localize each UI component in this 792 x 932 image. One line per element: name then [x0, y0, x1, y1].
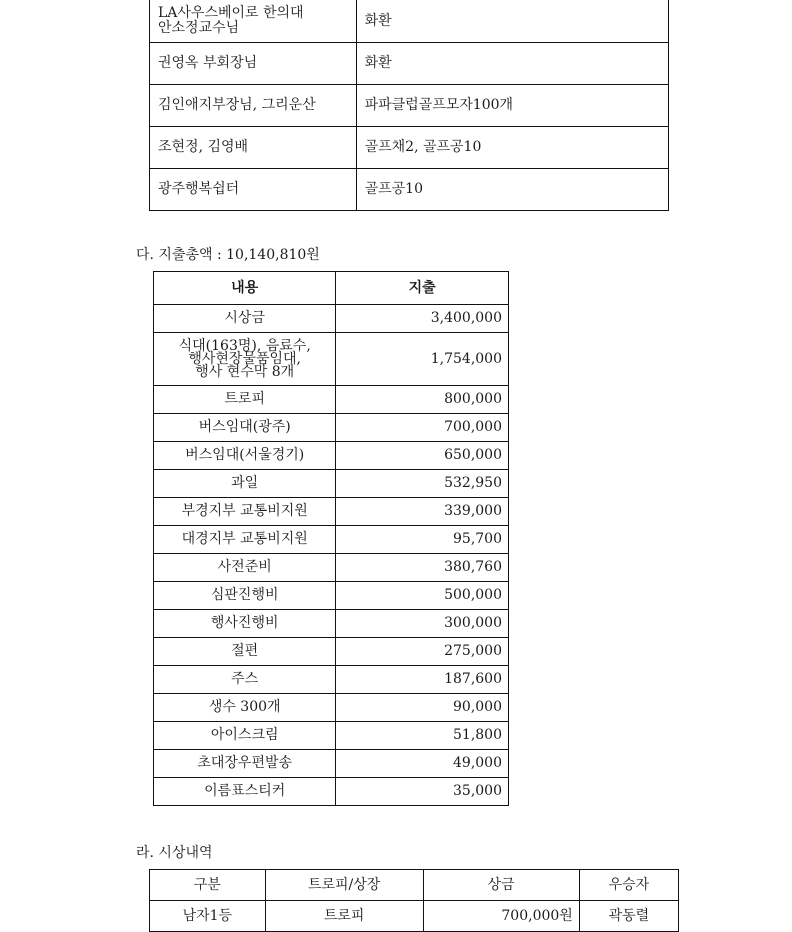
awards-header-cell: 상금: [423, 870, 579, 901]
expense-amount: 532,950: [336, 470, 509, 498]
awards-header-row: [150, 870, 679, 901]
expenses-table-body: [154, 305, 509, 806]
expense-row: [154, 386, 509, 414]
award-row: [150, 901, 679, 932]
awards-header-cell: 구분: [150, 870, 266, 901]
header-content: 내용: [154, 272, 336, 305]
award-winner: 곽동렬: [579, 901, 678, 932]
donated-item: 화환: [356, 43, 668, 85]
expense-row: [154, 470, 509, 498]
expense-content: 아이스크림: [154, 722, 336, 750]
expense-content: 부경지부 교통비지원: [154, 498, 336, 526]
award-category: 남자1등: [150, 901, 266, 932]
expense-content: 초대장우편발송: [154, 750, 336, 778]
expense-row: [154, 638, 509, 666]
donated-item: 골프채2, 골프공10: [356, 127, 668, 169]
expense-amount: 339,000: [336, 498, 509, 526]
expense-amount: 95,700: [336, 526, 509, 554]
expense-content: 생수 300개: [154, 694, 336, 722]
expense-row: [154, 414, 509, 442]
donated-item: 골프공10: [356, 169, 668, 211]
expense-total-heading: 다. 지출총액 : 10,140,810원: [136, 247, 320, 263]
donor-name: 광주행복쉽터: [150, 169, 357, 211]
awards-heading: 라. 시상내역: [136, 845, 213, 861]
expense-row: [154, 778, 509, 806]
expense-amount: 49,000: [336, 750, 509, 778]
expense-row: [154, 582, 509, 610]
expense-content: 트로피: [154, 386, 336, 414]
expense-amount: 300,000: [336, 610, 509, 638]
expense-content: 버스임대(서울경기): [154, 442, 336, 470]
expense-content: 대경지부 교통비지원: [154, 526, 336, 554]
header-amount: 지출: [336, 272, 509, 305]
expense-amount: 700,000: [336, 414, 509, 442]
expense-amount: 90,000: [336, 694, 509, 722]
awards-header-cell: 우승자: [579, 870, 678, 901]
donation-row: [150, 85, 669, 127]
expense-content: 시상금: [154, 305, 336, 333]
awards-header-cell: 트로피/상장: [265, 870, 423, 901]
expense-content: 절편: [154, 638, 336, 666]
expense-row: [154, 498, 509, 526]
expense-amount: 1,754,000: [336, 333, 509, 386]
expense-content: 심판진행비: [154, 582, 336, 610]
expense-content: 사전준비: [154, 554, 336, 582]
donation-row: [150, 43, 669, 85]
awards-table-body: [150, 901, 679, 932]
expense-amount: 35,000: [336, 778, 509, 806]
awards-table: [149, 869, 679, 932]
expense-row: [154, 750, 509, 778]
expense-content: 버스임대(광주): [154, 414, 336, 442]
award-prize: 700,000원: [423, 901, 579, 932]
expense-row: [154, 526, 509, 554]
expenses-header-row: [154, 272, 509, 305]
expense-row: [154, 554, 509, 582]
donor-name: LA사우스베이로 한의대 안소정교수님: [150, 0, 357, 43]
donation-row: [150, 127, 669, 169]
donations-table-body: [150, 0, 669, 211]
expense-content: 과일: [154, 470, 336, 498]
expense-content: 식대(163명), 음료수, 행사현장물품임대, 행사 현수막 8개: [154, 333, 336, 386]
expense-row: [154, 722, 509, 750]
donation-row: [150, 0, 669, 43]
expense-content: 행사진행비: [154, 610, 336, 638]
donor-name: 조현정, 김영배: [150, 127, 357, 169]
expense-amount: 187,600: [336, 666, 509, 694]
donation-row: [150, 169, 669, 211]
expense-row: [154, 305, 509, 333]
award-trophy: 트로피: [265, 901, 423, 932]
donor-name: 김인애지부장님, 그리운산: [150, 85, 357, 127]
donor-name: 권영옥 부회장님: [150, 43, 357, 85]
donations-table: [149, 0, 669, 211]
expense-row: [154, 610, 509, 638]
expense-content: 이름표스티커: [154, 778, 336, 806]
expense-content: 주스: [154, 666, 336, 694]
expense-amount: 51,800: [336, 722, 509, 750]
expense-amount: 275,000: [336, 638, 509, 666]
expense-amount: 650,000: [336, 442, 509, 470]
expenses-table: [153, 271, 509, 806]
expense-row: [154, 666, 509, 694]
expense-amount: 500,000: [336, 582, 509, 610]
expense-amount: 380,760: [336, 554, 509, 582]
expense-amount: 800,000: [336, 386, 509, 414]
donated-item: 파파클럽골프모자100개: [356, 85, 668, 127]
expense-row: [154, 333, 509, 386]
expense-amount: 3,400,000: [336, 305, 509, 333]
expense-row: [154, 694, 509, 722]
donated-item: 화환: [356, 0, 668, 43]
expense-row: [154, 442, 509, 470]
